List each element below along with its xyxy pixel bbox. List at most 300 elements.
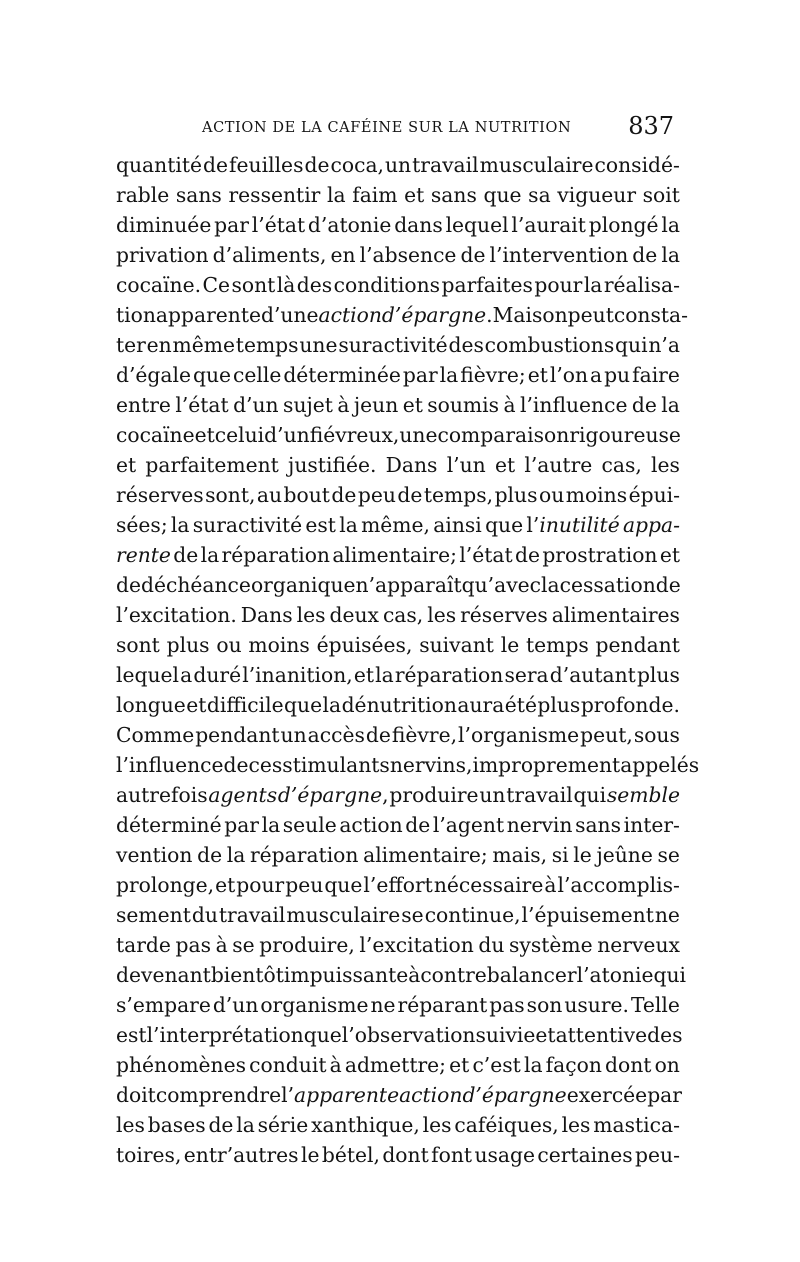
word: cas, <box>601 453 642 477</box>
word: et <box>116 453 137 477</box>
word: ne <box>370 993 396 1017</box>
word: usage <box>474 1143 535 1167</box>
word: dont <box>605 1053 652 1077</box>
text-line <box>116 210 680 240</box>
word: même, <box>361 513 430 537</box>
word: Ce <box>202 273 231 297</box>
word: les <box>116 1113 145 1137</box>
word: été <box>504 693 537 717</box>
word: se <box>232 933 255 957</box>
word: l’état <box>175 393 229 417</box>
word: peut, <box>580 723 633 747</box>
word: s’empare <box>116 993 211 1017</box>
word: on <box>654 1053 680 1077</box>
word: alimentaire; <box>363 843 488 867</box>
word: par <box>402 363 438 387</box>
word: de <box>116 573 141 597</box>
text-line <box>116 510 680 540</box>
text-line <box>116 840 680 870</box>
word: rigoureuse <box>569 423 681 447</box>
word: la <box>236 1113 255 1137</box>
word: par <box>224 813 259 837</box>
text-line <box>116 240 680 270</box>
word: sont <box>116 633 160 657</box>
word: le <box>573 843 592 867</box>
word: un <box>385 153 412 177</box>
word: vention <box>116 843 193 867</box>
word: suivant <box>419 633 494 657</box>
word: sées; <box>116 513 168 537</box>
word: la <box>226 843 246 867</box>
word: doit <box>116 1083 156 1107</box>
text-line <box>116 1140 680 1170</box>
word: de <box>655 573 681 597</box>
text-line <box>116 630 680 660</box>
word: sera <box>504 663 549 687</box>
word: peu <box>285 873 324 897</box>
word: que <box>284 693 323 717</box>
word: temps <box>235 333 299 357</box>
word: n’apparaît <box>355 573 462 597</box>
word: deux <box>329 603 379 627</box>
word: d’autant <box>549 663 636 687</box>
word: un <box>479 783 506 807</box>
word: que <box>485 513 524 537</box>
word: d’un <box>264 423 310 447</box>
word: ne <box>654 903 680 927</box>
text-line <box>116 480 680 510</box>
word: et <box>186 693 207 717</box>
word: si <box>551 843 569 867</box>
word: entr’autres <box>183 1143 299 1167</box>
word: l’on <box>549 363 589 387</box>
word: contrebalancer <box>420 963 577 987</box>
word: de <box>223 753 249 777</box>
word: et <box>449 1053 470 1077</box>
word: bout <box>283 483 330 507</box>
word: pu <box>604 363 631 387</box>
word: déterminée <box>283 363 401 387</box>
word: une <box>399 423 438 447</box>
word: la <box>339 513 358 537</box>
word: sans <box>430 183 477 207</box>
word: moins <box>248 633 310 657</box>
word: jeun <box>353 393 399 417</box>
word: peu <box>357 483 396 507</box>
word: caféiques, <box>454 1113 559 1137</box>
word: nerveux <box>597 933 680 957</box>
word: travail <box>506 783 573 807</box>
text-line <box>116 360 680 390</box>
word: la <box>661 243 680 267</box>
word: l’interprétation <box>146 1023 304 1047</box>
word: lequel <box>116 663 180 687</box>
word: musculaire <box>479 153 594 177</box>
word: d’épargne, <box>277 783 389 807</box>
word: toires, <box>116 1143 182 1167</box>
word: vigueur <box>557 183 637 207</box>
word: à <box>215 933 228 957</box>
word: de <box>304 153 330 177</box>
text-line <box>116 930 680 960</box>
word: de <box>460 243 486 267</box>
word: difficile <box>206 693 284 717</box>
word: la <box>439 363 459 387</box>
word: et <box>659 543 680 567</box>
word: la <box>261 813 281 837</box>
word: sans <box>175 183 222 207</box>
word: temps <box>525 633 589 657</box>
word: la <box>200 543 220 567</box>
word: plongé <box>588 213 659 237</box>
word: en <box>330 243 356 267</box>
word: la <box>661 213 680 237</box>
word: Comme <box>116 723 195 747</box>
word: phénomènes <box>116 1053 247 1077</box>
word: cessation <box>559 573 656 597</box>
word: peu- <box>635 1143 680 1167</box>
text-line <box>116 750 700 780</box>
word: l’agent <box>432 813 505 837</box>
word: ressentir <box>228 183 321 207</box>
word: plus <box>166 633 210 657</box>
text-line <box>116 420 680 450</box>
word: jeûne <box>596 843 653 867</box>
word: les <box>427 603 457 627</box>
word: admettre; <box>344 1053 446 1077</box>
word: comparaison <box>437 423 570 447</box>
word: pas <box>489 993 525 1017</box>
word: qui <box>615 333 648 357</box>
word: Dans <box>385 453 438 477</box>
word: faim <box>352 183 398 207</box>
word: agents <box>208 783 278 807</box>
text-line <box>116 150 680 180</box>
word: de <box>631 393 657 417</box>
word: accès <box>307 723 365 747</box>
word: duré <box>193 663 242 687</box>
word: la <box>375 663 394 687</box>
word: même <box>172 333 235 357</box>
word: cocaïne <box>116 423 195 447</box>
word: plus <box>537 693 581 717</box>
word: diminuée <box>116 213 212 237</box>
word: soumis <box>427 393 500 417</box>
word: lequel <box>445 213 509 237</box>
word: réalisa- <box>603 273 680 297</box>
word: feuilles <box>229 153 304 177</box>
word: au <box>256 483 283 507</box>
text-line <box>116 600 680 630</box>
word: suractivité <box>192 513 303 537</box>
word: Mais <box>492 303 543 327</box>
text-line <box>116 1020 683 1050</box>
text-line <box>116 810 680 840</box>
word: l’excitation. <box>116 603 237 627</box>
word: n’a <box>648 333 680 357</box>
word: action <box>318 303 382 327</box>
word: appelés <box>620 753 700 777</box>
word: celui <box>214 423 265 447</box>
word: l’un <box>446 453 486 477</box>
word: à <box>337 393 350 417</box>
word: d’épargne <box>462 1083 567 1107</box>
word: la <box>583 273 603 297</box>
word: parfaitement <box>145 453 279 477</box>
word: réparation <box>249 843 359 867</box>
word: semble <box>606 783 680 807</box>
word: appa- <box>622 513 680 537</box>
word: mais, <box>492 843 548 867</box>
word: que <box>483 183 522 207</box>
word: impuissante <box>283 963 409 987</box>
word: ainsi <box>433 513 482 537</box>
word: Dans <box>240 603 293 627</box>
word: le <box>500 633 520 657</box>
word: fiévreux, <box>309 423 400 447</box>
word: aura <box>457 693 505 717</box>
word: est <box>116 1023 147 1047</box>
word: alimentaires <box>551 603 680 627</box>
word: d’épargne. <box>381 303 493 327</box>
word: alimentaire; <box>332 543 457 567</box>
word: et <box>404 183 425 207</box>
word: xanthique, <box>311 1113 420 1137</box>
word: a <box>590 363 603 387</box>
word: à <box>544 873 557 897</box>
word: les <box>651 453 680 477</box>
word: organisme <box>260 993 369 1017</box>
word: devenant <box>116 963 211 987</box>
word: conditions <box>333 273 441 297</box>
word: la <box>523 1053 543 1077</box>
word: réserves <box>116 483 204 507</box>
word: système <box>508 933 593 957</box>
word: que <box>303 1023 342 1047</box>
word: nervins, <box>389 753 473 777</box>
word: l’épuisement <box>521 903 654 927</box>
text-line <box>116 180 680 210</box>
word: est <box>305 513 336 537</box>
word: moins <box>565 483 628 507</box>
word: des <box>647 1023 683 1047</box>
word: entre <box>116 393 171 417</box>
word: des <box>448 333 484 357</box>
word: à <box>503 393 516 417</box>
word: l’inutilité <box>526 513 620 537</box>
word: et <box>402 393 423 417</box>
text-line <box>116 1050 680 1080</box>
word: seule <box>282 813 337 837</box>
word: conduit <box>249 1053 327 1077</box>
word: suivie <box>475 1023 536 1047</box>
word: l’aurait <box>511 213 586 237</box>
word: bétel, <box>321 1143 380 1167</box>
word: autrefois <box>116 783 208 807</box>
word: ter <box>116 333 146 357</box>
word: de <box>405 813 431 837</box>
word: action <box>399 1083 463 1107</box>
word: épui- <box>628 483 680 507</box>
word: l’accomplis- <box>557 873 680 897</box>
word: en <box>146 333 172 357</box>
running-title: ACTION DE LA CAFÉINE SUR LA NUTRITION <box>202 120 572 136</box>
word: l’état <box>459 543 513 567</box>
word: ou <box>538 483 565 507</box>
word: sement <box>116 903 191 927</box>
text-line <box>116 690 680 720</box>
word: l’observation <box>341 1023 476 1047</box>
word: longue <box>116 693 186 717</box>
word: faire <box>632 363 680 387</box>
word: sa <box>528 183 551 207</box>
word: déchéance <box>141 573 251 597</box>
word: l’influence <box>519 393 628 417</box>
word: l’apparente <box>281 1083 400 1107</box>
word: et <box>353 663 375 687</box>
word: cas, <box>382 603 424 627</box>
word: par <box>647 1083 682 1107</box>
word: c’est <box>472 1053 521 1077</box>
word: d’égale <box>116 363 191 387</box>
word: plus <box>636 663 680 687</box>
word: réparant <box>397 993 488 1017</box>
word: pendant <box>595 633 680 657</box>
running-header <box>116 110 680 146</box>
text-line <box>116 960 687 990</box>
text-line <box>116 270 680 300</box>
word: d’une <box>260 303 319 327</box>
word: l’organisme <box>458 723 580 747</box>
word: stimulants <box>282 753 390 777</box>
word: de <box>331 483 357 507</box>
word: produire, <box>259 933 355 957</box>
word: de <box>173 543 199 567</box>
word: la <box>661 393 680 417</box>
word: de <box>365 723 391 747</box>
word: combustions <box>484 333 615 357</box>
page-number: 837 <box>628 112 674 140</box>
text-line <box>116 450 680 480</box>
text-line <box>116 1110 680 1140</box>
word: série <box>257 1113 309 1137</box>
word: apparente <box>155 303 261 327</box>
word: quantité <box>116 153 202 177</box>
word: à <box>329 1053 342 1077</box>
word: nervin <box>506 813 573 837</box>
word: sont <box>231 273 276 297</box>
word: du <box>478 933 505 957</box>
word: se <box>657 843 680 867</box>
text-line <box>116 390 680 420</box>
word: le <box>300 1143 320 1167</box>
text-line <box>116 780 680 810</box>
word: de <box>514 543 540 567</box>
word: par <box>214 213 249 237</box>
word: cocaïne. <box>116 273 202 297</box>
word: pas <box>175 933 211 957</box>
word: plus <box>494 483 538 507</box>
word: l’influence <box>116 753 224 777</box>
word: de <box>208 1113 234 1137</box>
word: sont, <box>205 483 256 507</box>
word: sans <box>575 813 622 837</box>
text-line <box>116 990 680 1020</box>
word: et <box>494 453 516 477</box>
word: prostration <box>542 543 658 567</box>
word: dans <box>394 213 443 237</box>
word: peut <box>567 303 614 327</box>
word: et <box>215 873 236 897</box>
text-line <box>116 720 680 750</box>
word: ces <box>248 753 283 777</box>
word: déterminé <box>116 813 222 837</box>
word: à <box>408 963 421 987</box>
word: rente <box>116 543 171 567</box>
word: fièvre, <box>391 723 458 747</box>
word: les <box>561 1113 591 1137</box>
word: ou <box>216 633 242 657</box>
word: celle <box>233 363 282 387</box>
word: réparation <box>221 543 330 567</box>
word: mastica- <box>593 1113 680 1137</box>
word: bientôt <box>210 963 284 987</box>
text-line <box>116 570 680 600</box>
word: nécessaire <box>433 873 544 897</box>
word: la <box>322 693 342 717</box>
word: de <box>397 483 423 507</box>
word: certaines <box>537 1143 633 1167</box>
text-line <box>116 870 680 900</box>
word: suractivité <box>338 333 448 357</box>
word: continue, <box>424 903 521 927</box>
word: on <box>542 303 568 327</box>
text-line <box>116 300 688 330</box>
word: se <box>401 903 424 927</box>
word: rable <box>116 183 170 207</box>
book-page <box>116 110 700 1170</box>
word: inter- <box>623 813 680 837</box>
word: d’atonie <box>307 213 392 237</box>
word: justifiée. <box>288 453 377 477</box>
word: dont <box>382 1143 429 1167</box>
text-line <box>116 330 680 360</box>
word: parfaites <box>441 273 533 297</box>
text-line <box>116 1080 680 1110</box>
word: pendant <box>195 723 280 747</box>
word: exercée <box>566 1083 648 1107</box>
word: bases <box>147 1113 206 1137</box>
word: façon <box>545 1053 602 1077</box>
word: et <box>527 363 548 387</box>
word: un <box>280 723 307 747</box>
word: a <box>180 663 193 687</box>
word: que <box>324 873 363 897</box>
word: tion <box>116 303 156 327</box>
word: sujet <box>283 393 333 417</box>
word: la <box>541 573 560 597</box>
word: d’aliments, <box>212 243 327 267</box>
word: l’absence <box>359 243 457 267</box>
word: d’un <box>212 993 259 1017</box>
word: organique <box>250 573 356 597</box>
word: l’effort <box>363 873 433 897</box>
word: temps, <box>423 483 494 507</box>
word: travail <box>412 153 479 177</box>
word: pour <box>534 273 583 297</box>
word: dénutrition <box>341 693 457 717</box>
text-line <box>116 900 680 930</box>
